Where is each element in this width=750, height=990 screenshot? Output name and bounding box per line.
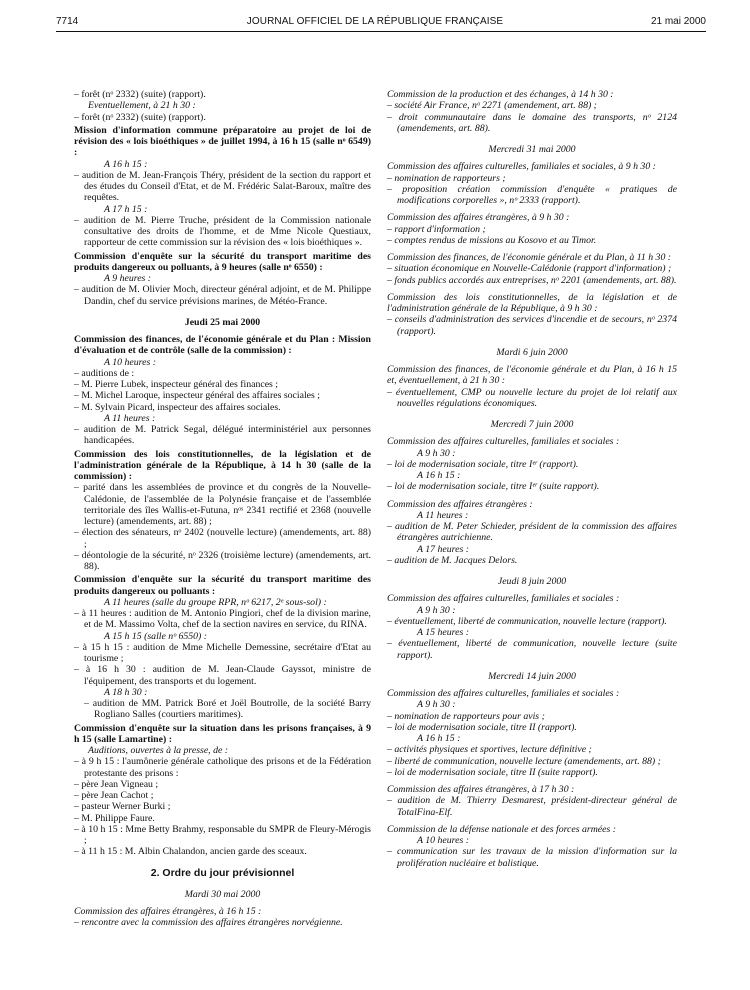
committee-heading: Commission des finances, de l'économie générale et du Plan, à 11 h 30 : <box>387 252 672 263</box>
list-item: – père Jean Vigneau ; <box>74 778 159 790</box>
header-rule <box>56 31 706 32</box>
time-line: A 16 h 15 : <box>417 470 461 481</box>
date-heading: Mardi 6 juin 2000 <box>496 346 568 358</box>
list-item: – éventuellement, liberté de communication, nouvelle lecture (suite rapport). <box>387 638 677 661</box>
date-heading: Jeudi 8 juin 2000 <box>497 576 567 587</box>
list-item: – audition de M. Thierry Desmarest, président-directeur général de TotalFina-Elf. <box>387 795 677 818</box>
time-line: A 9 h 30 : <box>417 447 456 459</box>
list-item: – rapport d'information ; <box>387 223 486 235</box>
list-item: – loi de modernisation sociale, titre II (rapport). <box>387 721 577 733</box>
committee-heading: Commission des lois constitutionnelles, de la législation et de l'administration générale de la République, à 14 h 30 (salle de la commission) : <box>74 448 371 482</box>
list-item: – rencontre avec la commission des affaires étrangères norvégienne. <box>74 917 343 929</box>
committee-heading: Commission d'enquête sur la sécurité du transport maritime des produits dangereux ou polluants : <box>74 574 371 597</box>
list-item: – à 9 h 15 : l'aumônerie générale catholique des prisons et de la Fédération protestante des prisons : <box>74 756 371 779</box>
time-line: Auditions, ouvertes à la presse, de : <box>88 745 229 756</box>
committee-heading: Commission de la production et des échanges, à 14 h 30 : <box>387 89 614 100</box>
list-item: – éventuellement, liberté de communication, nouvelle lecture (rapport). <box>387 615 667 627</box>
time-line: A 15 h 15 (salle nᵒ 6550) : <box>104 630 208 642</box>
time-line: A 11 heures : <box>104 412 156 424</box>
list-item: – loi de modernisation sociale, titre Iᵉʳ (suite rapport). <box>387 481 600 493</box>
list-item: – situation économique en Nouvelle-Calédonie (rapport d'information) ; <box>387 263 672 275</box>
list-item: – forêt (nᵒ 2332) (suite) (rapport). <box>74 111 206 123</box>
date-heading: Mardi 30 mai 2000 <box>184 888 261 900</box>
list-item: – audition de M. Jacques Delors. <box>387 554 518 566</box>
time-line: A 16 h 15 : <box>417 733 461 744</box>
date-heading: Jeudi 25 mai 2000 <box>184 316 261 328</box>
date-heading: Mercredi 7 juin 2000 <box>490 419 574 430</box>
committee-heading: Commission des affaires étrangères, à 17 h 30 : <box>387 784 575 795</box>
right-column <box>387 89 677 869</box>
list-item: – à 11 heures : audition de M. Antonio Pingiori, chef de la division marine, et de M. Massimo Volta, chef de la section navires en service, du RINA. <box>74 608 371 631</box>
list-item: – liberté de communication, nouvelle lecture (amendements, art. 88) ; <box>387 755 661 767</box>
list-item: – société Air France, nᵒ 2271 (amendement, art. 88) ; <box>387 100 597 112</box>
list-item: – conseils d'administration des services d'incendie et de secours, nᵒ 2374 (rapport). <box>387 314 677 337</box>
page-header <box>0 16 750 32</box>
committee-heading: Commission des affaires culturelles, familiales et sociales : <box>387 688 620 699</box>
list-item: – M. Philippe Faure. <box>74 812 155 824</box>
list-item: – éventuellement, CMP ou nouvelle lecture du projet de loi relatif aux nouvelles régulations économiques. <box>387 386 677 409</box>
list-item: – à 11 h 15 : M. Albin Chalandon, ancien garde des sceaux. <box>74 846 307 858</box>
time-line: Eventuellement, à 21 h 30 : <box>88 100 196 112</box>
time-line: A 17 h 15 : <box>104 203 148 215</box>
list-item: – pasteur Werner Burki ; <box>74 801 171 813</box>
committee-heading: Commission de la défense nationale et des forces armées : <box>387 823 617 835</box>
list-item: – droit communautaire dans le domaine des transports, nᵒ 2124 (amendements, art. 88). <box>387 111 677 134</box>
list-item: – comptes rendus de missions au Kosovo et au Timor. <box>387 234 597 246</box>
list-item: – M. Sylvain Picard, inspecteur des affaires sociales. <box>74 401 281 413</box>
list-item: – nomination de rapporteurs ; <box>387 172 506 184</box>
list-item: – proposition création commission d'enquête « pratiques de modifications corporelles », nᵒ 2333 (rapport). <box>387 183 677 206</box>
time-line: A 9 heures : <box>104 273 152 284</box>
time-line: A 16 h 15 : <box>104 158 148 170</box>
time-line: A 9 h 30 : <box>417 699 456 711</box>
list-item: – audition de M. Olivier Moch, directeur général adjoint, et de M. Philippe Dandin, chef du service prévisions marines, de Météo-France. <box>74 284 371 307</box>
list-item: – auditions de : <box>74 367 135 379</box>
committee-heading: Commission des affaires étrangères : <box>387 498 533 510</box>
committee-heading: Commission des affaires étrangères, à 16 h 15 : <box>74 906 262 917</box>
list-item: – loi de modernisation sociale, titre Iᵉʳ (rapport). <box>387 458 579 470</box>
list-item: – à 16 h 30 : audition de M. Jean-Claude Gayssot, ministre de l'équipement, des transports et du logement. <box>74 664 371 687</box>
list-item: – audition de M. Jean-François Théry, président de la section du rapport et des études du Conseil d'Etat, et de M. Frédéric Salat-Baroux, maître des requêtes. <box>74 169 371 204</box>
list-item: – audition de M. Pierre Truche, président de la Commission nationale consultative des droits de l'homme, et de Mme Nicole Questiaux, rapporteur de cette commission sur la révision des « lois bioéthiques ». <box>74 214 371 249</box>
committee-heading: Commission des affaires étrangères, à 9 h 30 : <box>387 212 570 224</box>
list-item: – parité dans les assemblées de province et du congrès de la Nouvelle-Calédonie, de l'assemblée de la Polynésie française et de l'assemblée territoriale des îles Wallis-et-Futuna, nᵒˢ 2341 rectifié et 2368 (nouvelle lecture) (amendements, art. 88) ; <box>74 482 371 527</box>
committee-heading: Commission des affaires culturelles, familiales et sociales : <box>387 436 620 448</box>
list-item: – à 10 h 15 : Mme Betty Brahmy, responsable du SMPR de Fleury-Mérogis ; <box>74 823 371 846</box>
issue-date: 21 mai 2000 <box>650 16 706 27</box>
committee-heading: Commission des finances, de l'économie générale et du Plan : Mission d'évaluation et de contrôle (salle de la commission) : <box>74 334 371 357</box>
time-line: A 9 h 30 : <box>417 604 456 616</box>
time-line: A 18 h 30 : <box>104 686 148 698</box>
committee-heading: Commission des lois constitutionnelles, de la législation et de l'administration générale de la République, à 9 h 30 : <box>387 291 677 314</box>
committee-heading: Commission des affaires culturelles, familiales et sociales : <box>387 593 620 605</box>
date-heading: Mercredi 14 juin 2000 <box>488 670 576 682</box>
committee-heading: Mission d'information commune préparatoire au projet de loi de révision des « lois bioéthiques » de juillet 1994, à 16 h 15 (salle nᵒ 6549) : <box>74 124 371 159</box>
list-item: – audition de MM. Patrick Boré et Joël Boutrolle, de la société Barry Rogliano Salles (courtiers maritimes). <box>84 698 371 721</box>
time-line: A 15 heures : <box>417 627 469 638</box>
list-item: – loi de modernisation sociale, titre II (suite rapport). <box>387 766 598 778</box>
list-item: – forêt (nᵒ 2332) (suite) (rapport). <box>74 89 206 100</box>
list-item: – communication sur les travaux de la mission d'information sur la prolifération nucléaire et balistique. <box>387 846 677 869</box>
list-item: – M. Pierre Lubek, inspecteur général des finances ; <box>74 379 279 390</box>
time-line: A 10 heures : <box>104 356 156 368</box>
list-item: – élection des sénateurs, nᵒ 2402 (nouvelle lecture) (amendements, art. 88) ; <box>74 527 371 550</box>
list-item: – à 15 h 15 : audition de Mme Michelle Demessine, secrétaire d'Etat au tourisme ; <box>74 641 371 664</box>
committee-heading: Commission d'enquête sur la sécurité du transport maritime des produits dangereux ou polluants, à 9 heures (salle nᵒ 6550) : <box>74 250 371 273</box>
list-item: – activités physiques et sportives, lecture définitive ; <box>387 744 592 756</box>
date-heading: Mercredi 31 mai 2000 <box>488 144 576 155</box>
section-title: 2. Ordre du jour prévisionnel <box>150 866 295 879</box>
committee-heading: Commission des finances, de l'économie générale et du Plan, à 16 h 15 et, éventuellement, à 21 h 30 : <box>387 364 677 387</box>
list-item: – nomination de rapporteurs pour avis ; <box>387 710 545 722</box>
list-item: – audition de M. Patrick Segal, délégué interministériel aux personnes handicapées. <box>74 424 371 447</box>
time-line: A 17 heures : <box>417 543 469 555</box>
committee-heading: Commission d'enquête sur la situation dans les prisons françaises, à 9 h 15 (salle Lamartine) : <box>74 722 371 745</box>
committee-heading: Commission des affaires culturelles, familiales et sociales, à 9 h 30 : <box>387 161 656 173</box>
page-number: 7714 <box>56 16 79 27</box>
list-item: – fonds publics accordés aux entreprises, nᵒ 2201 (amendements, art. 88). <box>387 274 677 286</box>
list-item: – père Jean Cachot ; <box>74 790 154 801</box>
list-item: – audition de M. Peter Schieder, président de la commission des affaires étrangères autrichienne. <box>387 521 677 544</box>
time-line: A 11 heures : <box>417 509 469 521</box>
left-column <box>74 89 371 929</box>
list-item: – déontologie de la sécurité, nᵒ 2326 (troisième lecture) (amendements, art. 88). <box>74 549 371 572</box>
time-line: A 11 heures (salle du groupe RPR, nᵒ 6217, 2ᵉ sous-sol) : <box>104 596 327 608</box>
list-item: – M. Michel Laroque, inspecteur général des affaires sociales ; <box>74 390 321 402</box>
journal-title: JOURNAL OFFICIEL DE LA RÉPUBLIQUE FRANÇAISE <box>246 16 504 27</box>
time-line: A 10 heures : <box>417 835 469 846</box>
